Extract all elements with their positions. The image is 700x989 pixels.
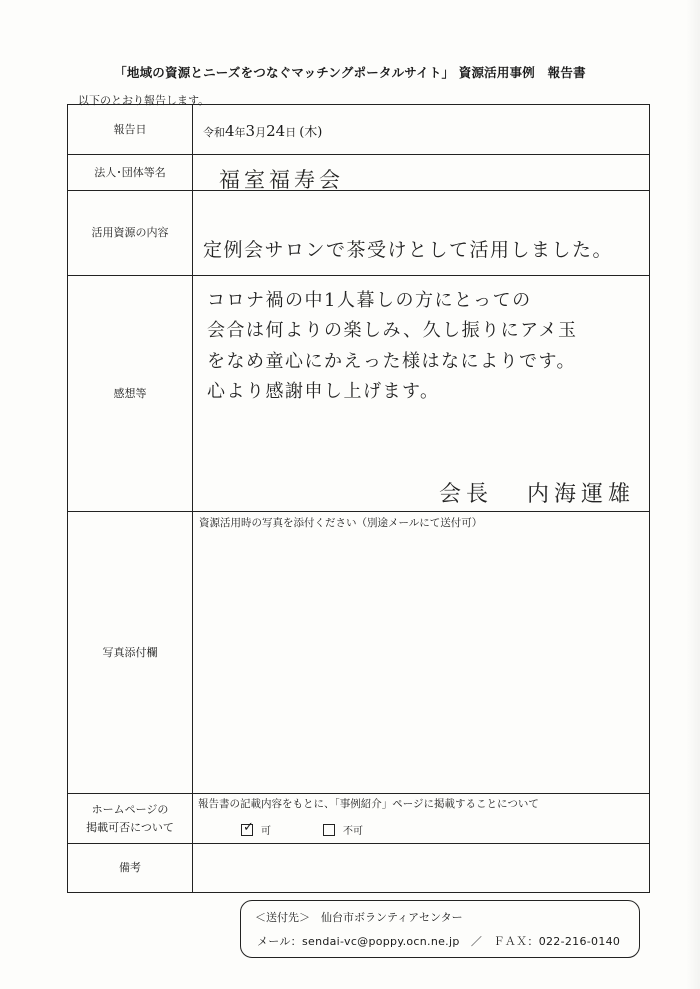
org-field[interactable]: [193, 155, 650, 191]
impression-line: コロナ禍の中1人暮しの方にとっての: [207, 290, 532, 311]
check-icon: ✓: [243, 819, 254, 835]
photo-label: 写真添付欄: [68, 512, 193, 794]
remarks-label: 備考: [68, 844, 193, 893]
impression-line: 会合は何よりの楽しみ、久し振りにアメ玉: [207, 320, 578, 341]
year-value: 4: [225, 122, 235, 140]
era-prefix: 令和: [203, 126, 225, 139]
row-org: [68, 155, 650, 191]
report-date-value: [203, 121, 322, 140]
option-no-label: 不可: [343, 826, 363, 837]
content-field[interactable]: [193, 191, 650, 276]
report-form-table: [67, 104, 650, 893]
row-photo: [68, 512, 650, 794]
publish-option-yes[interactable]: [241, 819, 271, 837]
impressions-field[interactable]: [193, 276, 650, 512]
row-remarks: [68, 844, 650, 893]
publish-note: 報告書の記載内容をもとに、「事例紹介」ページに掲載することについて: [198, 798, 539, 810]
remarks-field[interactable]: [193, 844, 650, 893]
month-value: 3: [245, 122, 256, 140]
report-date-label: 報告日: [68, 105, 193, 155]
photo-note: 資源活用時の写真を添付ください（別途メールにて送付可）: [199, 517, 483, 529]
signature-name: 内海運雄: [526, 482, 635, 507]
impression-line: 心より感謝申し上げます。: [207, 381, 440, 402]
publish-label-line1: ホームページの: [91, 803, 169, 817]
report-date-field[interactable]: [193, 105, 650, 155]
org-label: 法人･団体等名: [68, 155, 193, 191]
signature: [439, 477, 635, 508]
publish-field: [193, 794, 650, 844]
row-impressions: [68, 276, 650, 512]
impressions-label: 感想等: [68, 276, 193, 512]
publish-label-line2: 掲載可否について: [86, 820, 174, 834]
day-value: 24: [266, 122, 286, 140]
org-name-handwritten: 福室福寿会: [219, 168, 344, 192]
scan-shadow: [686, 0, 700, 989]
checkbox-yes[interactable]: [241, 819, 254, 836]
day-unit: 日: [285, 126, 297, 139]
send-to-contact: メール：sendai-vc@poppy.ocn.ne.jp ／ ＦＡＸ：022-216-0140: [257, 935, 621, 948]
month-unit: 月: [255, 126, 267, 139]
checkbox-no[interactable]: [323, 824, 335, 836]
row-report-date: [68, 105, 650, 155]
row-content: [68, 191, 650, 276]
content-handwritten: 定例会サロンで茶受けとして活用しました。: [203, 239, 614, 261]
intro-text: 以下のとおり報告します。: [78, 94, 210, 107]
weekday-value: (木): [299, 125, 323, 140]
signature-title: 会長: [438, 482, 493, 507]
content-label: 活用資源の内容: [68, 191, 193, 276]
photo-attach-area[interactable]: [193, 512, 650, 794]
impression-line: をなめ童心にかえった様はなによりです。: [207, 351, 577, 372]
document-title: 「地域の資源とニーズをつなぐマッチングポータルサイト」 資源活用事例 報告書: [114, 65, 586, 80]
publish-option-no[interactable]: [323, 822, 363, 837]
row-publish: [68, 794, 650, 844]
year-unit: 年: [234, 126, 246, 139]
option-yes-label: 可: [261, 826, 271, 837]
publish-label: [68, 794, 193, 844]
send-to-title: ＜送付先＞ 仙台市ボランティアセンター: [255, 911, 463, 924]
send-to-box: [240, 900, 640, 958]
